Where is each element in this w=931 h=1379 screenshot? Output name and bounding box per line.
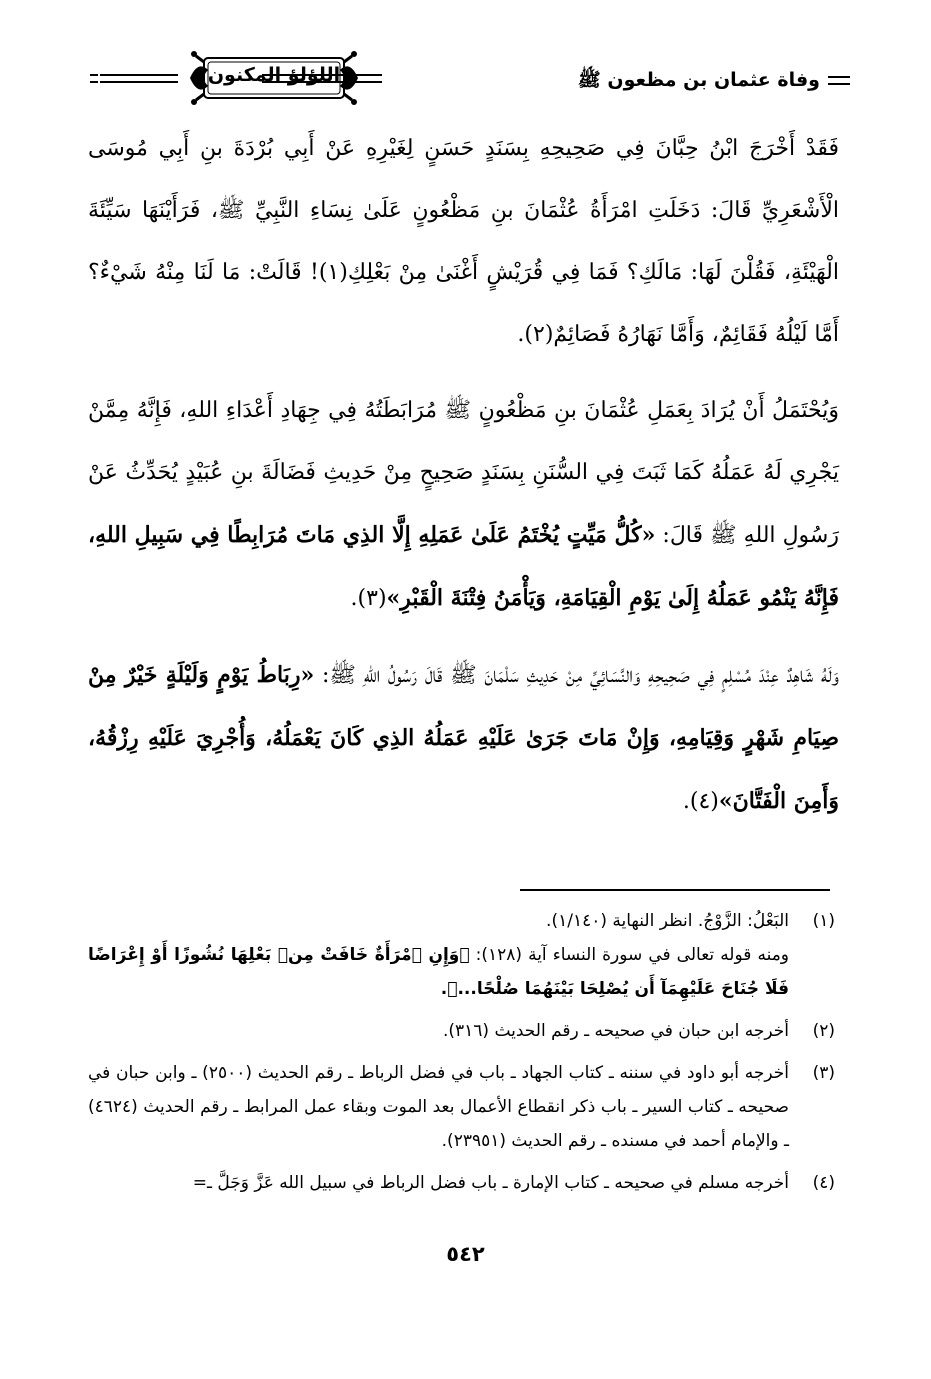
- footnote-text: البَعْلُ: الزَّوْجُ. انظر النهاية (١/١٤٠).: [546, 911, 789, 931]
- paragraph: وَيُحْتَمَلُ أَنْ يُرَادَ بِعَمَلِ عُثْمَانَ بنِ مَظْعُونٍ ﷺ مُرَابَطَتُهُ فِي جِهَادِ أَعْدَاءِ اللهِ، فَإِنَّهُ مِمَّنْ يَجْرِي لَهُ عَمَلُهُ كَمَا ثَبَتَ فِي السُّنَنِ بِسَنَدٍ صَحِيحٍ مِنْ حَدِيثِ فَضَالَةَ بنِ عُبَيْدٍ يُحَدِّثُ عَنْ رَسُولِ اللهِ ﷺ قَالَ: «كُلُّ مَيِّتٍ يُخْتَمُ عَلَىٰ عَمَلِهِ إِلَّا الذِي مَاتَ مُرَابِطًا فِي سَبِيلِ اللهِ، فَإِنَّهُ يَنْمُو عَمَلُهُ إِلَىٰ يَوْمِ الْقِيَامَةِ، وَيَأْمَنُ فِتْنَةَ الْقَبْرِ»(٣).: [88, 398, 839, 611]
- header-rule: [90, 74, 98, 83]
- footnote-number: (١): [812, 911, 835, 931]
- book-title: اللؤلؤ المكنون: [207, 64, 341, 86]
- footnote-number: (٤): [812, 1173, 835, 1193]
- hadith-quote: «رِبَاطُ يَوْمٍ وَلَيْلَةٍ خَيْرٌ مِنْ صِيَامِ شَهْرٍ وَقِيَامِهِ، وَإِنْ مَاتَ جَرَىٰ عَلَيْهِ عَمَلُهُ الذِي كَانَ يَعْمَلُهُ، وَأُجْرِيَ عَلَيْهِ رِزْقُهُ، وَأَمِنَ الْفَتَّانَ»: [88, 662, 839, 814]
- page-number: ٥٤٢: [446, 1242, 485, 1266]
- footnote: [88, 1166, 835, 1200]
- hadith-quote: «كُلُّ مَيِّتٍ يُخْتَمُ عَلَىٰ عَمَلِهِ إِلَّا الذِي مَاتَ مُرَابِطًا فِي سَبِيلِ اللهِ، فَإِنَّهُ يَنْمُو عَمَلُهُ إِلَىٰ يَوْمِ الْقِيَامَةِ، وَيَأْمَنُ فِتْنَةَ الْقَبْرِ»: [88, 522, 839, 611]
- main-text: [88, 118, 839, 833]
- footnote-text: أخرجه ابن حبان في صحيحه ـ رقم الحديث (٣١٦).: [442, 1021, 789, 1041]
- paragraph: فَقَدْ أَخْرَجَ ابْنُ حِبَّانَ فِي صَحِيحِهِ بِسَنَدٍ حَسَنٍ لِغَيْرِهِ عَنْ أَبِي بُرْدَةَ بنِ أَبِي مُوسَى الْأَشْعَرِيِّ قَالَ: دَخَلَتِ امْرَأَةُ عُثْمَانَ بنِ مَظْعُونٍ عَلَىٰ نِسَاءِ النَّبِيِّ ﷺ، فَرَأَيْنَهَا سَيِّئَةَ الْهَيْئَةِ، فَقُلْنَ لَهَا: مَالَكِ؟ فَمَا فِي قُرَيْشٍ أَغْنَىٰ مِنْ بَعْلِكِ(١)! قَالَتْ: مَا لَنَا مِنْهُ شَيْءٌ؟ أَمَّا لَيْلُهُ فَقَائِمٌ، وَأَمَّا نَهَارُهُ فَصَائِمٌ(٢).: [88, 136, 839, 347]
- footnote-ref: (٣).: [350, 586, 387, 611]
- footnote-text: ومنه قوله تعالى في سورة النساء آية (١٢٨): ﴿وَإِنِ ٱمْرَأَةٌ خَافَتْ مِنۢ بَعْلِهَا نُشُوزًا أَوْ إِعْرَاضًا فَلَا جُنَاحَ عَلَيْهِمَآ أَن يُصْلِحَا بَيْنَهُمَا صُلْحًا...﴾.: [88, 945, 790, 999]
- running-header: [90, 50, 850, 108]
- footnote: [88, 1014, 835, 1048]
- book-title-cartouche: [186, 50, 362, 106]
- footnote-ref: (٤).: [682, 789, 719, 814]
- header-double-rule: [100, 74, 178, 83]
- footnote-separator: [520, 889, 830, 891]
- footnote-text: أخرجه مسلم في صحيحه ـ كتاب الإمارة ـ باب فضل الرباط في سبيل الله عَزَّ وَجَلَّ ـ=: [192, 1173, 789, 1193]
- quran-verse: ﴿وَإِنِ ٱمْرَأَةٌ خَافَتْ مِنۢ بَعْلِهَا نُشُوزًا أَوْ إِعْرَاضًا فَلَا جُنَاحَ عَلَيْهِمَآ أَن يُصْلِحَا بَيْنَهُمَا صُلْحًا...﴾.: [88, 945, 789, 999]
- footnote: [88, 904, 835, 1006]
- paragraph: وَلَهُ شَاهِدٌ عِنْدَ مُسْلِمٍ فِي صَحِيحِهِ وَالنَّسَائِيِّ مِنْ حَدِيثِ سَلْمَانَ ﷺ قَالَ رَسُولُ اللهِ ﷺ: «رِبَاطُ يَوْمٍ وَلَيْلَةٍ خَيْرٌ مِنْ صِيَامِ شَهْرٍ وَقِيَامِهِ، وَإِنْ مَاتَ جَرَىٰ عَلَيْهِ عَمَلُهُ الذِي كَانَ يَعْمَلُهُ، وَأُجْرِيَ عَلَيْهِ رِزْقُهُ، وَأَمِنَ الْفَتَّانَ»(٤).: [88, 662, 840, 814]
- footnote-number: (٣): [812, 1063, 835, 1083]
- footnote-text: أخرجه أبو داود في سننه ـ كتاب الجهاد ـ باب في فضل الرباط ـ رقم الحديث (٢٥٠٠) ـ وابن حبان في صحيحه ـ كتاب السير ـ باب ذكر انقطاع الأعمال بعد الموت وبقاء عمل المرابط ـ رقم الحديث (٤٦٢٤) ـ والإمام أحمد في مسنده ـ رقم الحديث (٢٣٩٥١).: [88, 1063, 790, 1151]
- header-rule: [828, 76, 850, 85]
- chapter-title: وفاة عثمان بن مظعون ﷺ: [578, 68, 850, 96]
- footnotes: [88, 904, 835, 1208]
- footnote-number: (٢): [812, 1021, 835, 1041]
- footnote: [88, 1056, 835, 1158]
